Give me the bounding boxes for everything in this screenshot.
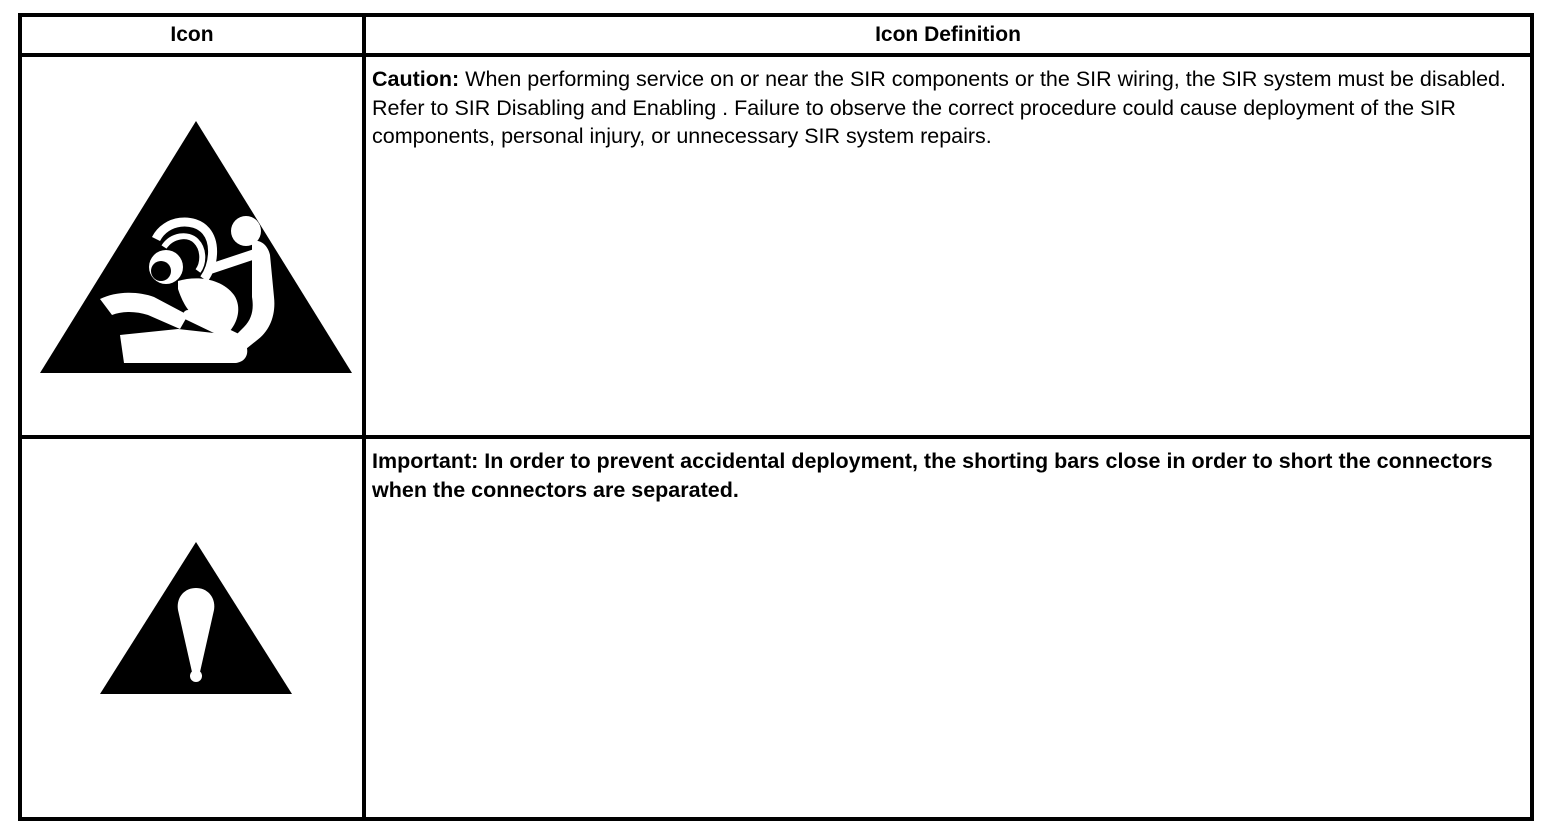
important-exclamation-icon — [98, 540, 294, 696]
caution-label: Caution: — [372, 67, 460, 91]
icon-definition-column-header: Icon Definition — [364, 15, 1532, 55]
table-header-row — [20, 15, 1532, 55]
icon-cell — [20, 437, 364, 819]
icon-column-header: Icon — [20, 15, 364, 55]
table-row — [20, 55, 1532, 437]
important-text: In order to prevent accidental deployment, the shorting bars close in order to short the connectors when the connectors are separated. — [372, 449, 1493, 502]
table-row — [20, 437, 1532, 819]
icon-definition-cell — [364, 55, 1532, 437]
icon-definition-table — [18, 13, 1534, 821]
icon-cell — [20, 55, 364, 437]
caution-text: When performing service on or near the SIR components or the SIR wiring, the SIR system must be disabled. Refer to SIR Disabling and Enabling . Failure to observe the correct procedure could cause deployment of the SIR components, personal injury, or unnecessary SIR system repairs. — [372, 67, 1506, 148]
important-label: Important: — [372, 449, 479, 473]
icon-definition-cell — [364, 437, 1532, 819]
sir-airbag-warning-icon — [38, 119, 354, 375]
